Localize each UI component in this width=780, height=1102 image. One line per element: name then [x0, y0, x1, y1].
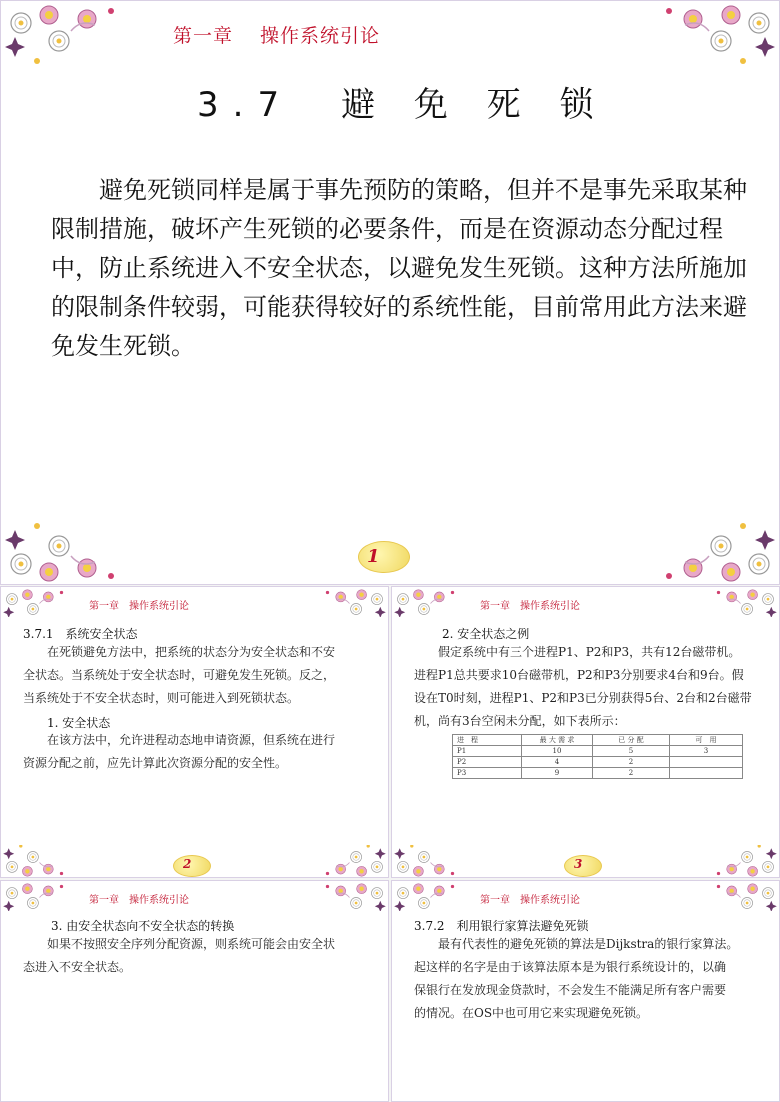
section-heading: 3.7.2 利用银行家算法避免死锁	[414, 919, 589, 933]
flower-corner-decoration-icon	[1, 845, 81, 878]
table-row	[453, 757, 743, 768]
paragraph-line: 假定系统中有三个进程P1、P2和P3，共有12台磁带机。	[438, 645, 741, 659]
table-cell: 10	[522, 746, 593, 757]
subheading: 2. 安全状态之例	[442, 627, 530, 641]
flower-corner-decoration-icon	[308, 881, 388, 911]
table-cell: P1	[453, 746, 522, 757]
table-cell: P2	[453, 757, 522, 768]
flower-corner-decoration-icon	[699, 587, 779, 617]
chapter-title: 第一章 操作系统引论	[480, 895, 580, 906]
paragraph-line: 如果不按照安全序列分配资源，则系统可能会由安全状	[47, 937, 336, 951]
flower-corner-decoration-icon	[649, 516, 779, 585]
table-cell: 3	[670, 746, 743, 757]
flower-corner-decoration-icon	[308, 845, 388, 878]
slide-3[interactable]	[391, 586, 780, 878]
subheading: 1. 安全状态	[47, 716, 111, 730]
flower-corner-decoration-icon	[1, 1, 131, 71]
subheading: 3. 由安全状态向不安全状态的转换	[51, 919, 235, 933]
table-row	[453, 746, 743, 757]
chapter-title: 第一章 操作系统引论	[89, 895, 189, 906]
paragraph-line: 的情况。在OS中也可用它来实现避免死锁。	[414, 1006, 649, 1020]
paragraph-line: 全状态。当系统处于安全状态时，可避免发生死锁。反之，	[23, 668, 336, 682]
section-title: 3.7 避 免 死 锁	[197, 85, 608, 125]
slide-2[interactable]	[0, 586, 389, 878]
table-cell	[670, 768, 743, 779]
paragraph-line: 进程P1总共要求10台磁带机，P2和P3分别要求4台和9台。假	[414, 668, 744, 682]
page-number: 1	[367, 546, 380, 567]
paragraph-line: 资源分配之前，应先计算此次资源分配的安全性。	[23, 756, 288, 770]
flower-corner-decoration-icon	[392, 587, 472, 617]
table-cell: 5	[593, 746, 670, 757]
table-header: 已 分 配	[593, 735, 670, 746]
section-heading: 3.7.1 系统安全状态	[23, 627, 138, 641]
paragraph-line: 机，尚有3台空闲未分配，如下表所示：	[414, 714, 626, 728]
paragraph-line: 态进入不安全状态。	[23, 960, 132, 974]
flower-corner-decoration-icon	[392, 881, 472, 911]
page-number-oval-icon	[173, 855, 211, 877]
flower-corner-decoration-icon	[1, 587, 81, 617]
flower-corner-decoration-icon	[699, 881, 779, 911]
paragraph-line: 在该方法中，允许进程动态地申请资源，但系统在进行	[47, 733, 336, 747]
paragraph-line: 设在T0时刻，进程P1、P2和P3已分别获得5台、2台和2台磁带	[414, 691, 752, 705]
table-row	[453, 768, 743, 779]
allocation-table	[452, 734, 743, 779]
table-cell: 4	[522, 757, 593, 768]
table-header: 最 大 需 求	[522, 735, 593, 746]
flower-corner-decoration-icon	[1, 516, 131, 585]
table-cell: P3	[453, 768, 522, 779]
table-header: 进 程	[453, 735, 522, 746]
table-header-row	[453, 735, 743, 746]
flower-corner-decoration-icon	[699, 845, 779, 878]
flower-corner-decoration-icon	[649, 1, 779, 71]
chapter-title: 第一章 操作系统引论	[89, 601, 189, 612]
table-cell: 9	[522, 768, 593, 779]
page-number: 3	[574, 857, 583, 871]
chapter-title: 第一章 操作系统引论	[173, 25, 381, 47]
slide-4[interactable]	[0, 880, 389, 1102]
paragraph-line: 起这样的名字是由于该算法原本是为银行系统设计的，以确	[414, 960, 727, 974]
table-header: 可 用	[670, 735, 743, 746]
flower-corner-decoration-icon	[308, 587, 388, 617]
flower-corner-decoration-icon	[1, 881, 81, 911]
slide-5[interactable]	[391, 880, 780, 1102]
table-cell: 2	[593, 768, 670, 779]
flower-corner-decoration-icon	[392, 845, 472, 878]
page-number-oval-icon	[358, 541, 410, 573]
paragraph-line: 在死锁避免方法中，把系统的状态分为安全状态和不安	[47, 645, 336, 659]
paragraph-line: 最有代表性的避免死锁的算法是Dijkstra的银行家算法。	[438, 937, 739, 951]
chapter-title: 第一章 操作系统引论	[480, 601, 580, 612]
paragraph-line: 保银行在发放现金贷款时，不会发生不能满足所有客户需要	[414, 983, 727, 997]
intro-paragraph: 避免死锁同样是属于事先预防的策略，但并不是事先采取某种限制措施，破坏产生死锁的必要条件，而是在资源动态分配过程中，防止系统进入不安全状态，以避免发生死锁。这种方法所施加的限制条件较弱，可能获得较好的系统性能，目前常用此方法来避免发生死锁。	[51, 176, 747, 360]
page-number: 2	[183, 857, 192, 871]
page-number-oval-icon	[564, 855, 602, 877]
table-cell: 2	[593, 757, 670, 768]
table-cell	[670, 757, 743, 768]
paragraph-line: 当系统处于不安全状态时，则可能进入到死锁状态。	[23, 691, 300, 705]
